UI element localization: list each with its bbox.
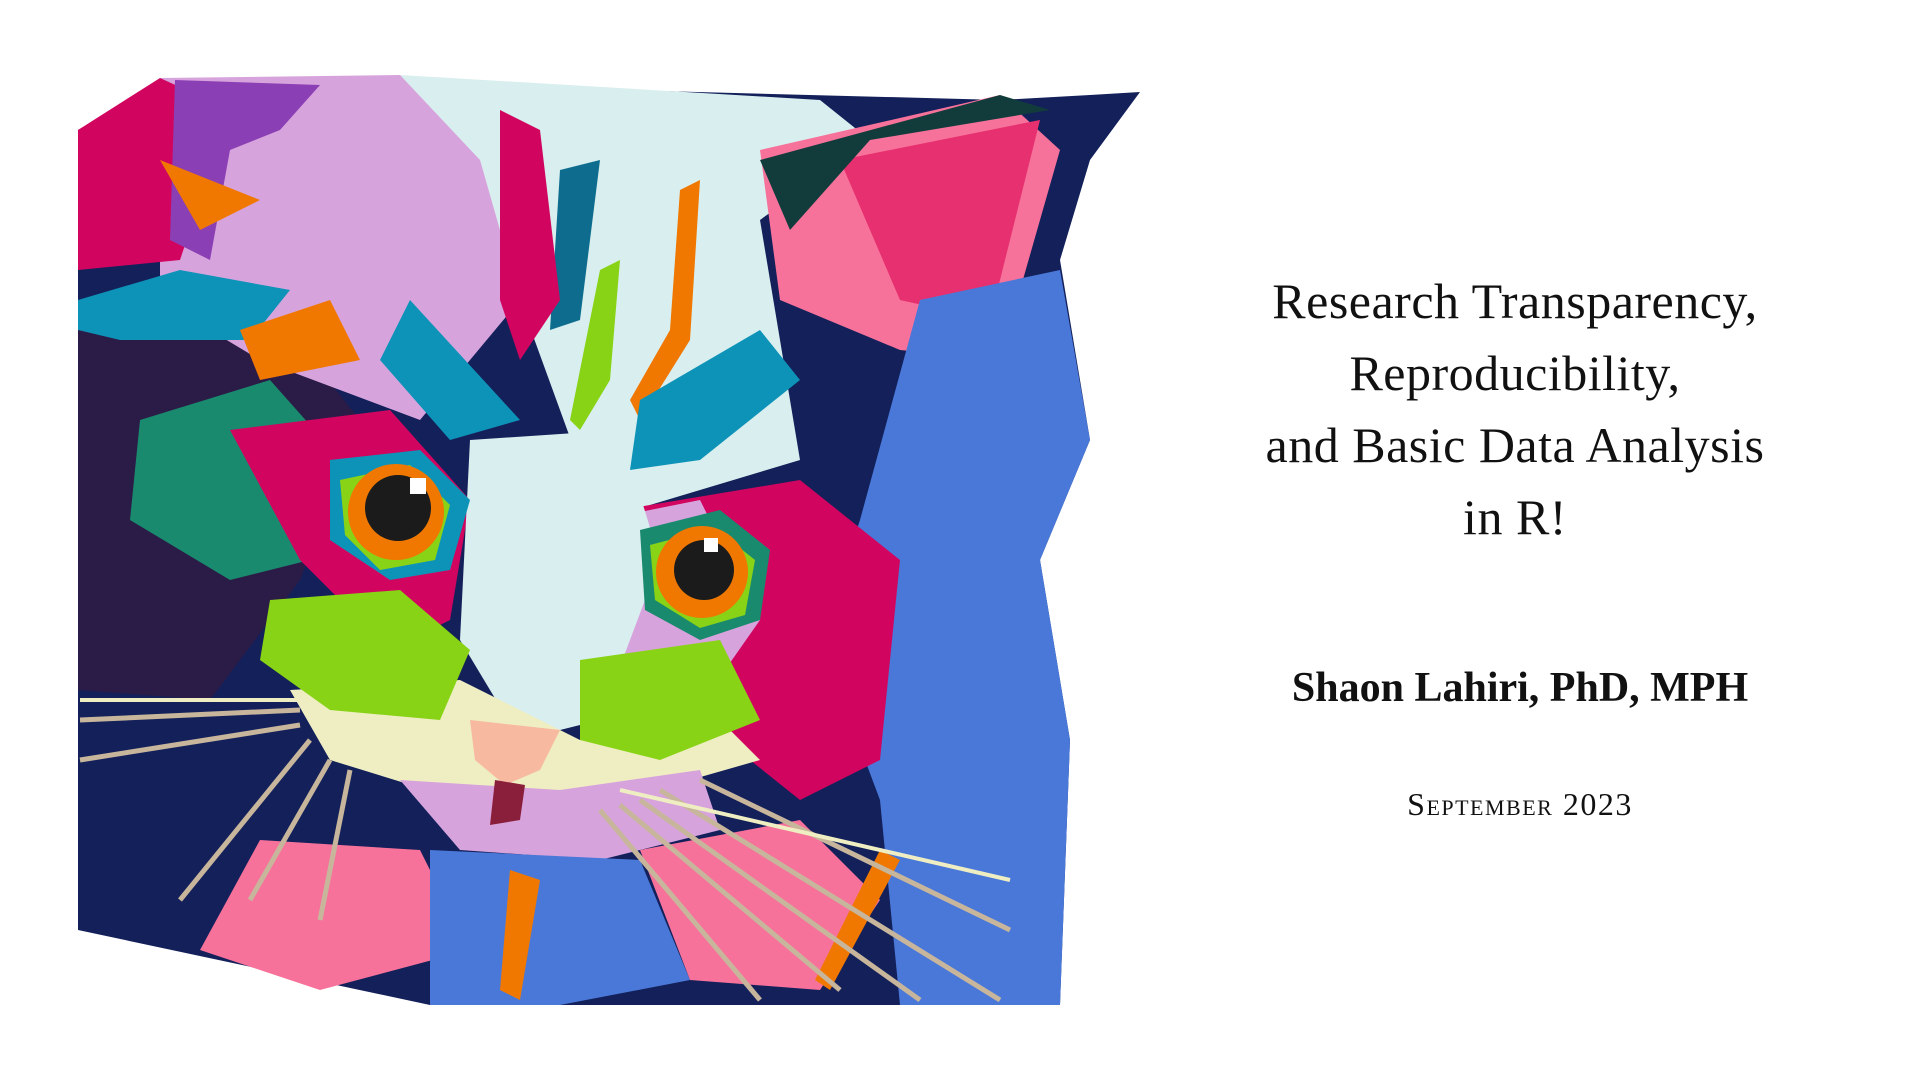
left-eye-highlight [410, 478, 426, 494]
slide-title [1170, 265, 1860, 553]
presentation-date: September 2023 [1407, 786, 1633, 822]
mouth [490, 780, 525, 825]
author-name: Shaon Lahiri, PhD, MPH [1291, 665, 1749, 711]
title-line-2: Reproducibility, [1349, 345, 1681, 401]
title-line-3: and Basic Data Analysis [1265, 417, 1765, 473]
title-line-4: in R! [1463, 489, 1567, 545]
right-eye-highlight [704, 538, 718, 552]
title-line-1: Research Transparency, [1272, 273, 1758, 329]
